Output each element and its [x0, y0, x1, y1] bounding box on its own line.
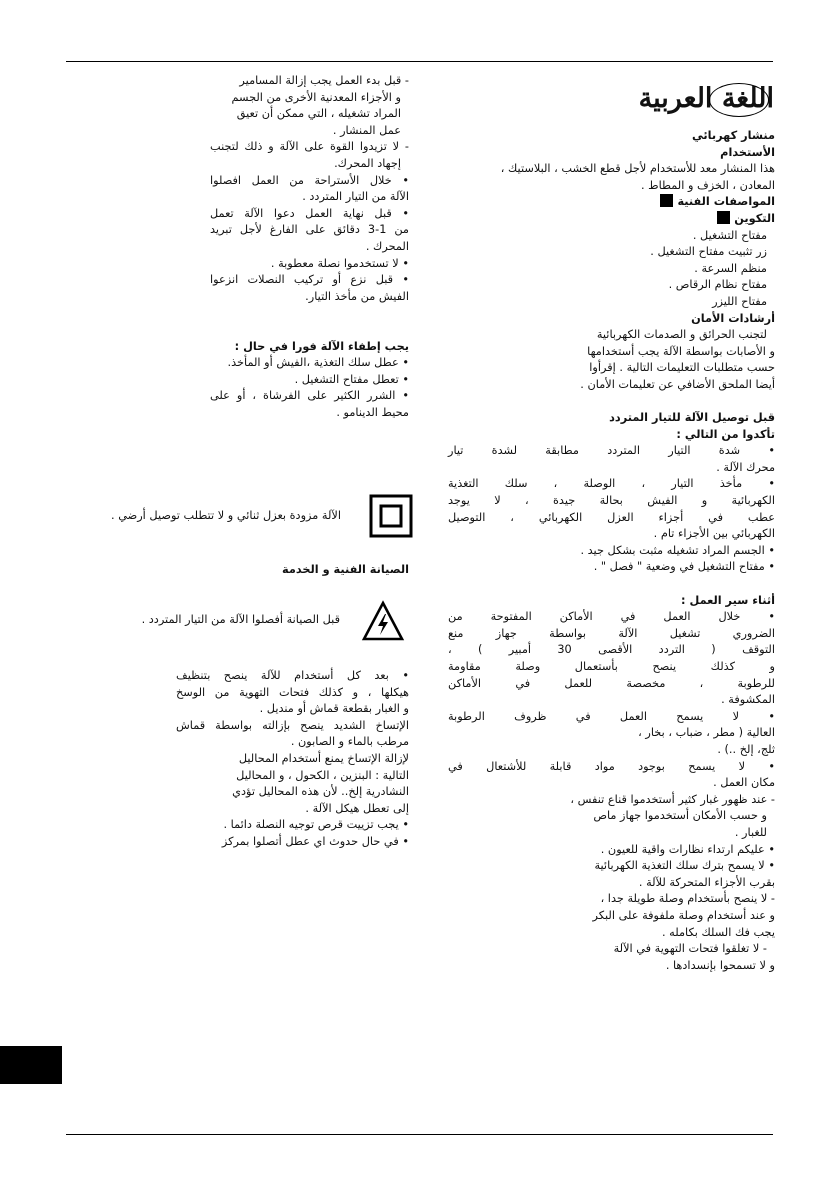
text-line: يجب إطفاء الآلة فورا في حال :: [234, 339, 409, 353]
text-line: الكهربائية و الفيش بحالة جيدة ، لا يوجد: [448, 494, 775, 508]
text-line: حسب متطلبات التعليمات التالية . إقرأوا: [589, 361, 775, 375]
text-line: الضروري تشغيل الآلة بواسطة جهاز منع: [448, 626, 775, 640]
maintenance-heading-text: الصيانة الفنية و الخدمة: [282, 563, 409, 576]
text-line: عطب في أجزاء العزل الكهربائي ، التوصيل: [448, 510, 775, 524]
left-column-top: [210, 73, 409, 421]
text-line: التالية : البنزين ، الكحول ، و المحاليل: [236, 768, 409, 782]
text-line: مرطب بالماء و الصابون .: [290, 735, 409, 749]
text-line: و الغبار بقطعة قماش أو منديل .: [259, 702, 409, 716]
text-line: ثلج، إلخ ..) .: [717, 742, 775, 756]
text-line: التوقف ( التردد الأقصى 30 أمبير ) ،: [448, 643, 775, 657]
text-line: - لا تغلقوا فتحات التهوية في الآلة: [613, 942, 767, 956]
text-line: - عند ظهور غبار كثير أستخدموا قناع تنفس ،: [570, 792, 775, 806]
text-line: • عطل سلك التغذية ،الفيش أو المأخذ.: [227, 356, 409, 370]
text-line: أثناء سير العمل :: [681, 593, 775, 607]
text-line: [448, 576, 775, 593]
text-line: [448, 394, 775, 411]
text-line: المراد تشغيله ، التي ممكن أن تعيق: [236, 107, 401, 121]
text-line: • مفتاح التشغيل في وضعية " فصل " .: [593, 560, 775, 574]
text-line: هذا المنشار معد للأستخدام لأجل قطع الخشب ، البلاستيك ،: [500, 162, 775, 176]
black-square-icon: [717, 211, 730, 224]
text-line: • لا يسمح بوجود مواد قابلة للأشتعال في: [448, 759, 775, 773]
text-line: • مأخذ التيار ، الوصلة ، سلك التغذية: [448, 477, 775, 491]
double-insulation-note: الآلة مزودة بعزل ثنائي و لا تتطلب توصيل أرضي .: [111, 509, 341, 522]
text-line: و كذلك ينصح بأستعمال وصلة مقاومة: [448, 660, 775, 673]
text-line: • يجب تزييت قرص توجيه النصلة دائما .: [223, 818, 409, 832]
text-line: أيضا الملحق الأضافي عن تعليمات الأمان .: [580, 377, 775, 391]
text-line: مفتاح الليزر: [712, 294, 767, 308]
text-line: مفتاح التشغيل .: [692, 228, 767, 242]
text-line: • شدة التيار المتردد مطابقة لشدة تيار: [448, 444, 775, 458]
text-line: • قبل نزع أو تركيب النصلات انزعوا: [210, 273, 409, 287]
text-line: لإزالة الإتساخ يمنع أستخدام المحاليل: [238, 751, 409, 765]
warning-note: قبل الصيانة أفصلوا الآلة من التيار المتردد .: [141, 613, 340, 626]
text-line: قبل توصيل الآلة للتيار المتردد: [609, 411, 775, 425]
text-line: • خلال العمل في الأماكن المفتوحة من: [448, 610, 775, 624]
text-line: الإتساخ الشديد ينصح بإزالته بواسطة قماش: [176, 718, 409, 732]
text-line: و حسب الأمكان أستخدموا جهاز ماص: [593, 809, 767, 823]
text-line: الكهربائي بين الأجزاء تام .: [653, 527, 775, 541]
text-line: منشار كهربائي: [692, 129, 775, 142]
text-line: [210, 322, 409, 339]
bottom-rule: [66, 1134, 773, 1135]
page-title: اللغة العربية: [638, 83, 774, 114]
text-line: للرطوبة ، مخصصة للعمل في الأماكن: [448, 676, 775, 690]
text-line: العالية ( مطر ، ضباب ، بخار ،: [638, 726, 775, 740]
text-line: و الأجزاء المعدنية الأخرى من الجسم: [231, 90, 401, 104]
text-line: • في حال حدوث اي عطل أتصلوا بمركز: [221, 834, 409, 848]
warning-lightning-icon: [361, 600, 405, 642]
language-oval-icon: [709, 83, 769, 117]
right-column: [448, 128, 775, 974]
text-line: من 1-3 دقائق على الفارغ لأجل تبريد: [210, 223, 409, 237]
text-line: [210, 305, 409, 322]
text-line: الآلة من التيار المتردد .: [302, 190, 409, 204]
text-line: النشادرية إلخ.. لأن هذه المحاليل تؤدي: [232, 785, 409, 799]
text-line: • لا تستخدموا نصلة معطوبة .: [270, 256, 409, 270]
text-line: المواصفات الفنية: [448, 194, 775, 211]
text-line: مفتاح نظام الرقاص .: [668, 278, 767, 292]
text-line: المحرك .: [365, 239, 409, 253]
text-line: - قبل بدء العمل يجب إزالة المسامير: [239, 74, 409, 87]
text-line: عمل المنشار .: [332, 123, 401, 137]
text-line: تأكدوا من التالي :: [676, 427, 775, 441]
text-line: الأستخدام: [720, 145, 775, 159]
text-line: إجهاد المحرك.: [334, 156, 401, 170]
text-line: للغبار .: [734, 825, 767, 839]
text-line: • قبل نهاية العمل دعوا الآلة تعمل: [210, 206, 409, 220]
text-line: • لا يسمح العمل في ظروف الرطوبة: [448, 709, 775, 723]
text-line: بقرب الأجزاء المتحركة للآلة .: [638, 875, 775, 889]
text-line: - لا ينصح بأستخدام وصلة طويلة جدا ،: [600, 892, 775, 906]
text-line: منظم السرعة .: [694, 261, 767, 275]
double-insulation-icon: [369, 494, 413, 538]
text-line: الفيش من مأخذ التيار.: [305, 289, 409, 303]
text-line: لتجنب الحرائق و الصدمات الكهربائية: [596, 328, 767, 342]
text-line: • تعطل مفتاح التشغيل .: [294, 372, 409, 386]
text-line: و لا تسمحوا بإنسدادها .: [665, 958, 775, 972]
text-line: • لا يسمح بترك سلك التغذية الكهربائية: [594, 859, 775, 873]
text-line: • بعد كل أستخدام للآلة ينصح بتنظيف: [176, 669, 409, 682]
top-rule: [66, 61, 773, 62]
text-line: و عند أستخدام وصلة ملفوفة على البكر: [592, 908, 775, 922]
text-line: زر تثبيت مفتاح التشغيل .: [650, 245, 767, 259]
text-line: • الشرر الكثير على الفرشاة ، أو على: [210, 389, 409, 403]
text-line: و الأصابات بواسطة الآلة يجب أستخدامها: [587, 344, 775, 358]
text-line: محيط الدينامو .: [336, 405, 409, 419]
text-line: المكشوفة .: [721, 693, 775, 707]
text-line: هيكلها ، و كذلك فتحات التهوية من الوسخ: [176, 685, 409, 699]
text-line: محرك الآلة .: [716, 460, 775, 474]
black-square-icon: [660, 194, 673, 207]
text-line: أرشادات الأمان: [691, 311, 775, 325]
text-line: • عليكم ارتداء نظارات واقية للعيون .: [600, 842, 775, 856]
text-line: يجب فك السلك بكامله .: [662, 925, 775, 939]
left-column-bottom: [176, 668, 409, 851]
section-tab-marker: [0, 1046, 62, 1084]
text-line: مكان العمل .: [713, 776, 775, 790]
maintenance-heading: [210, 562, 409, 579]
text-line: • خلال الأستراحة من العمل افصلوا: [210, 173, 409, 187]
text-line: - لا تزيدوا القوة على الآلة و ذلك لتجنب: [210, 140, 409, 154]
text-line: التكوين: [448, 211, 775, 228]
text-line: إلى تعطل هيكل الآلة .: [305, 801, 409, 815]
text-line: المعادن ، الخزف و المطاط .: [640, 178, 775, 192]
text-line: • الجسم المراد تشغيله مثبت بشكل جيد .: [580, 543, 775, 557]
